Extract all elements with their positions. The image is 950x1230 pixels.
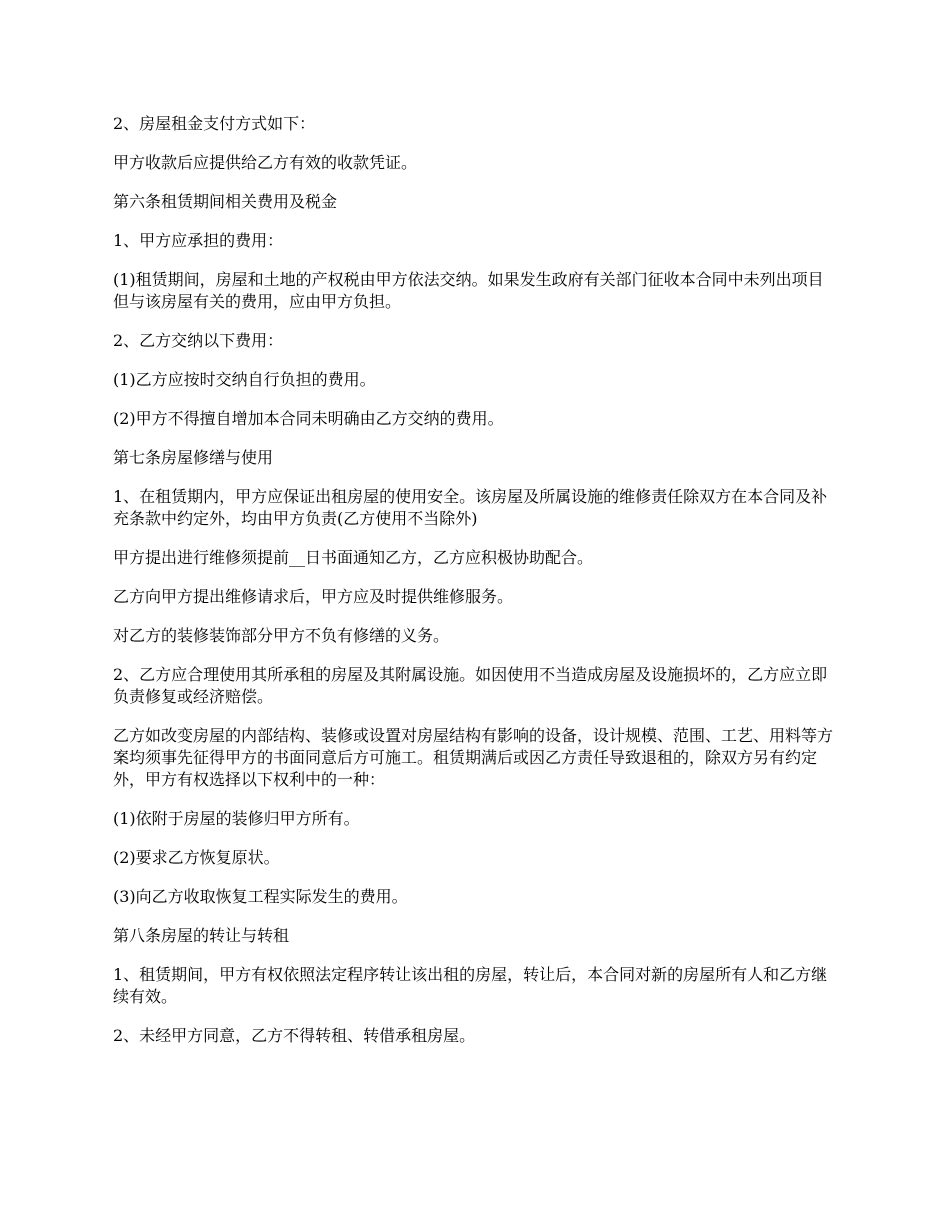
paragraph-option-2: (2)要求乙方恢复原状。: [113, 848, 280, 867]
paragraph-repair-request: 乙方向甲方提出维修请求后，甲方应及时提供维修服务。: [113, 587, 514, 606]
paragraph-safety-maintenance: 1、在租赁期内，甲方应保证出租房屋的使用安全。该房屋及所属设施的维修责任除双方在本合同及补充条款中约定外，均由甲方负责(乙方使用不当除外): [113, 487, 828, 528]
paragraph-decoration-no-repair: 对乙方的装修装饰部分甲方不负有修缮的义务。: [113, 626, 450, 645]
article-7-heading: 第七条房屋修缮与使用: [113, 448, 274, 467]
paragraph-rent-payment-method: 2、房屋租金支付方式如下：: [113, 114, 316, 133]
paragraph-no-sublet: 2、未经甲方同意，乙方不得转租、转借承租房屋。: [113, 1026, 476, 1045]
paragraph-party-b-fees: 2、乙方交纳以下费用：: [113, 331, 284, 350]
document-page: [113, 113, 838, 1064]
paragraph-structure-change: 乙方如改变房屋的内部结构、装修或设置对房屋结构有影响的设备，设计规模、范围、工艺、用料等方案均须事先征得甲方的书面同意后方可施工。租赁期满后或因乙方责任导致退租的，除双方另有约定外，甲方有权选择以下权利中的一种：: [113, 726, 834, 789]
article-6-heading: 第六条租赁期间相关费用及税金: [113, 192, 338, 211]
paragraph-transfer: 1、租赁期间，甲方有权依照法定程序转让该出租的房屋，转让后，本合同对新的房屋所有人和乙方继续有效。: [113, 965, 828, 1006]
paragraph-party-b-pay-on-time: (1)乙方应按时交纳自行负担的费用。: [113, 370, 376, 389]
article-8-heading: 第八条房屋的转让与转租: [113, 926, 290, 945]
paragraph-property-tax: (1)租赁期间，房屋和土地的产权税由甲方依法交纳。如果发生政府有关部门征收本合同中未列出项目但与该房屋有关的费用，应由甲方负担。: [113, 270, 824, 311]
paragraph-option-3: (3)向乙方收取恢复工程实际发生的费用。: [113, 887, 408, 906]
paragraph-proper-use: 2、乙方应合理使用其所承租的房屋及其附属设施。如因使用不当造成房屋及设施损坏的，乙方应立即负责修复或经济赔偿。: [113, 665, 828, 706]
paragraph-option-1: (1)依附于房屋的装修归甲方所有。: [113, 809, 360, 828]
paragraph-no-extra-fees: (2)甲方不得擅自增加本合同未明确由乙方交纳的费用。: [113, 409, 504, 428]
paragraph-party-a-fees: 1、甲方应承担的费用：: [113, 231, 284, 250]
paragraph-receipt: 甲方收款后应提供给乙方有效的收款凭证。: [113, 153, 418, 172]
paragraph-repair-notice: 甲方提出进行维修须提前__日书面通知乙方，乙方应积极协助配合。: [113, 548, 594, 567]
